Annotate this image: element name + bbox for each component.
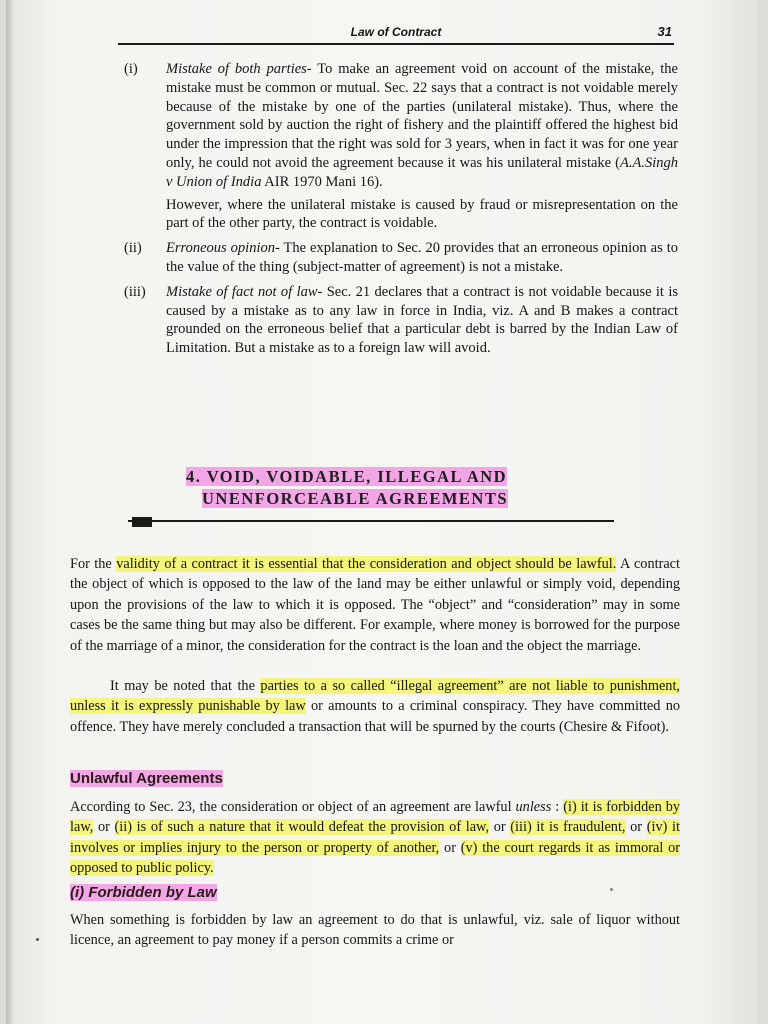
- paragraph-text: :: [551, 799, 564, 815]
- page-number: 31: [657, 24, 672, 39]
- paragraph-text: It may be noted that the: [110, 678, 261, 694]
- highlighted-text: parties to a so called “illegal agreement” are not liable to punishment, unless it is expressly punishable by law: [70, 678, 680, 715]
- section-heading-line-1: 4. VOID, VOIDABLE, ILLEGAL AND: [186, 467, 508, 486]
- paragraph-validity: [70, 554, 680, 656]
- subheading-text: (i) Forbidden by Law: [70, 884, 217, 901]
- paragraph-text: According to Sec. 23, the consideration or object of an agreement are lawful: [70, 799, 516, 815]
- subheading-text: Unlawful Agreements: [70, 770, 223, 787]
- paragraph-text: A contract the object of which is opposed to the law of the land may be either unlawful or simply void, depending upon the provisions of the law to which it is opposed. The “object” and “consideration” may in some cases be the same thing but may also be different. For example, where money is borrowed for the purpose of the marriage of a minor, the consideration for the contract is the loan and the object the marriage.: [70, 556, 680, 654]
- paragraph-forbidden: [70, 910, 680, 951]
- item-body: The explanation to Sec. 20 provides that an erroneous opinion as to the value of the thing (subject-matter of agreement) is not a mistake.: [166, 240, 678, 275]
- item-label: Erroneous opinion-: [166, 240, 280, 257]
- scan-speck: [36, 938, 39, 941]
- section-heading-line-2: UNENFORCEABLE AGREEMENTS: [202, 489, 509, 508]
- subheading-unlawful-agreements: [70, 770, 223, 787]
- list-item-text: [166, 239, 678, 277]
- list-item-mistake-of-fact: [118, 283, 678, 358]
- paragraph-text: or amounts to a criminal conspiracy. They have committed no offence. They have merely concluded a transaction that will be spurned by the courts (Chesire & Fifoot).: [70, 698, 680, 735]
- list-item-number: (i): [124, 61, 138, 77]
- highlighted-text: (iii) it is fraudulent,: [510, 819, 626, 836]
- item-continuation: However, where the unilateral mistake is caused by fraud or misrepresentation on the part of the other party, the contract is voidable.: [166, 196, 678, 232]
- book-page: [6, 0, 758, 1024]
- paragraph-illegal-agreement: [70, 676, 680, 737]
- scan-speck: [610, 888, 613, 891]
- item-label: Mistake of both parties-: [166, 61, 312, 77]
- highlighted-text: (iv) it involves or implies injury to the person or property of another,: [70, 819, 680, 856]
- paragraph-text: or: [93, 819, 115, 836]
- section-divider-marker: [132, 517, 152, 527]
- highlighted-text: (ii) is of such a nature that it would defeat the provision of law,: [114, 819, 490, 836]
- item-label: Mistake of fact not of law-: [166, 283, 323, 300]
- list-item-mistake-both-parties: [118, 60, 678, 233]
- running-header: [118, 25, 674, 45]
- mistake-list: [118, 60, 678, 364]
- paragraph-sec-23: [70, 797, 680, 879]
- list-item-number: (iii): [124, 283, 146, 300]
- section-divider: [128, 520, 614, 522]
- emphasis-text: unless: [515, 799, 552, 815]
- item-body: Sec. 21 declares that a contract is not voidable because it is caused by a mistake as to any law in force in India, viz. A and B makes a contract grounded on the erroneous belief that a particular debt is barred by the Indian Law of Limitation. But a mistake as to a foreign law will avoid.: [166, 283, 678, 357]
- list-item-number: (ii): [124, 240, 142, 257]
- paragraph-text: or: [439, 839, 461, 856]
- highlighted-text: validity of a contract it is essential that the consideration and object should be lawful.: [116, 556, 617, 572]
- list-item-text: [166, 283, 678, 358]
- highlighted-text: (i) it is forbidden by law,: [70, 799, 680, 836]
- paragraph-text: or: [625, 819, 647, 836]
- page-spine-shadow: [6, 0, 14, 1024]
- header-title: Law of Contract: [350, 25, 442, 39]
- paragraph-text: or: [489, 819, 511, 836]
- case-citation: AIR 1970 Mani 16).: [261, 173, 383, 190]
- list-item-erroneous-opinion: [118, 239, 678, 277]
- paragraph-text: For the: [70, 556, 117, 572]
- highlighted-text: (v) the court regards it as immoral or opposed to public policy.: [70, 839, 681, 877]
- section-heading: [166, 466, 626, 510]
- subheading-forbidden-by-law: [70, 884, 217, 901]
- list-item-text: [166, 60, 678, 233]
- paragraph-text: When something is forbidden by law an agreement to do that is unlawful, viz. sale of liquor without licence, an agreement to pay money if a person commits a crime or: [70, 912, 680, 949]
- item-body: To make an agreement void on account of the mistake, the mistake must be common or mutual. Sec. 22 says that a contract is not voidable merely because of the mistake by one of the parties (unilateral mistake). Thus, where the government sold by auction the right of fishery and the plaintiff offered the highest bid under the impression that the right was sold for 3 years, when in fact it was for one year only, he could not avoid the agreement because it was his unilateral mistake (: [166, 61, 678, 171]
- case-name: A.A.Singh v Union of India: [166, 154, 678, 190]
